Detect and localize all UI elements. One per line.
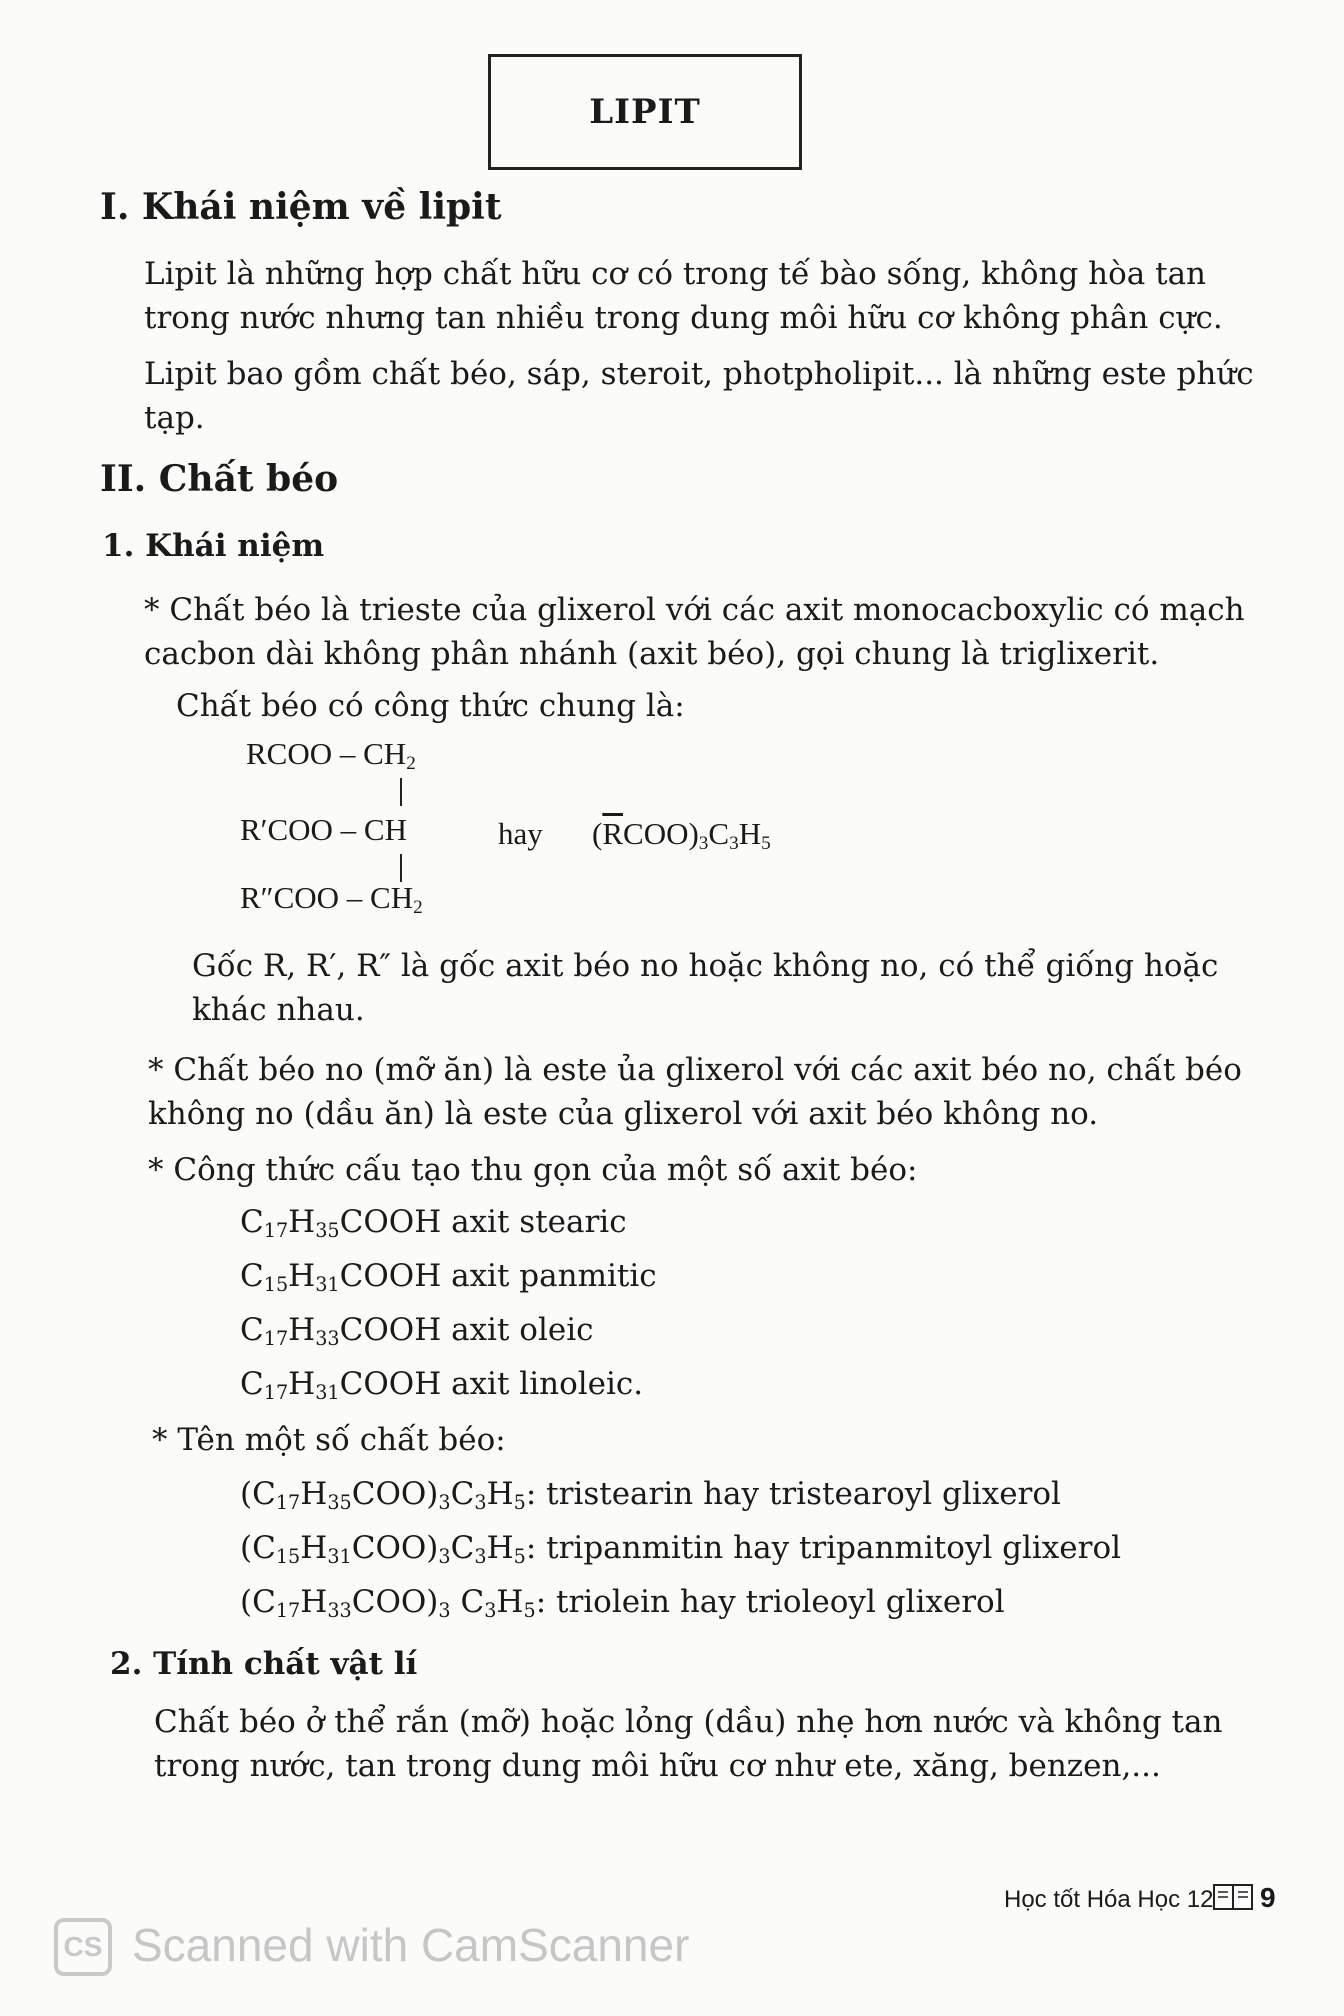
page-title: LIPIT [589,92,701,132]
acid-item: $C_{15}H_{31}COOH$ axit panmitic [240,1258,657,1296]
acid-item: $C_{17}H_{35}COOH$ axit stearic [240,1204,627,1242]
bullet-fats-intro: * Tên một số chất béo: [152,1422,506,1458]
subsection-2-heading: 2. Tính chất vật lí [110,1646,418,1682]
acid-item: $C_{17}H_{31}COOH$ axit linoleic. [240,1366,644,1404]
section-1-heading: I. Khái niệm về lipit [100,186,502,228]
formula-hay: hay [498,816,543,851]
section-1-paragraph-2: Lipit bao gồm chất béo, sáp, steroit, photpholipit... là những este phức tạp. [144,356,1254,436]
title-box [488,54,802,170]
bullet-definition: * Chất béo là trieste của glixerol với các axit monocacboxylic có mạch cacbon dài không phân nhánh (axit béo), gọi chung là triglixerit. [144,592,1245,672]
watermark-text: Scanned with CamScanner [132,1919,690,1971]
formula-note: Gốc R, R′, R″ là gốc axit béo no hoặc không no, có thể giống hoặc khác nhau. [192,948,1219,1028]
bond-line [400,854,402,882]
formula-intro: Chất béo có công thức chung là: [176,688,685,724]
section-1-paragraph-1: Lipit là những hợp chất hữu cơ có trong tế bào sống, không hòa tan trong nước nhưng tan nhiều trong dung môi hữu cơ không phân cực. [144,256,1223,336]
formula-row-1: RCOO – $CH_2$ [246,736,416,774]
section-2-heading: II. Chất béo [100,458,339,500]
book-icon [1212,1882,1254,1912]
bullet-saturated: * Chất béo no (mỡ ăn) là este ủa glixerol với các axit béo no, chất béo không no (dầu ăn) là este của glixerol với axit béo không no. [148,1052,1242,1132]
formula-row-3: $R''COO - CH_2$ [240,880,423,918]
formula-row-2: R′COO – CH [240,812,407,847]
physical-properties-paragraph: Chất béo ở thể rắn (mỡ) hoặc lỏng (dầu) nhẹ hơn nước và không tan trong nước, tan trong dung môi hữu cơ như ete, xăng, benzen,... [154,1704,1223,1784]
page-number: 9 [1260,1882,1276,1913]
footer-book-title: Học tốt Hóa Học 12 [1004,1886,1214,1913]
bullet-acids-intro: * Công thức cấu tạo thu gọn của một số axit béo: [148,1152,918,1188]
formula-condensed: $(\overline{R}COO)_3C_3H_5$ [592,816,771,854]
fat-item: $(C_{15}H_{31}COO)_3C_3H_5$: tripanmitin hay tripanmitoyl glixerol [240,1530,1122,1568]
camscanner-logo: CS [54,1918,112,1976]
fat-item: $(C_{17}H_{35}COO)_3C_3H_5$: tristearin hay tristearoyl glixerol [240,1476,1061,1514]
subsection-1-heading: 1. Khái niệm [102,528,325,564]
acid-item: $C_{17}H_{33}COOH$ axit oleic [240,1312,594,1350]
bond-line [400,778,402,806]
fat-item: $(C_{17}H_{33}COO)_3$ $C_3H_5$: triolein hay trioleoyl glixerol [240,1584,1005,1622]
